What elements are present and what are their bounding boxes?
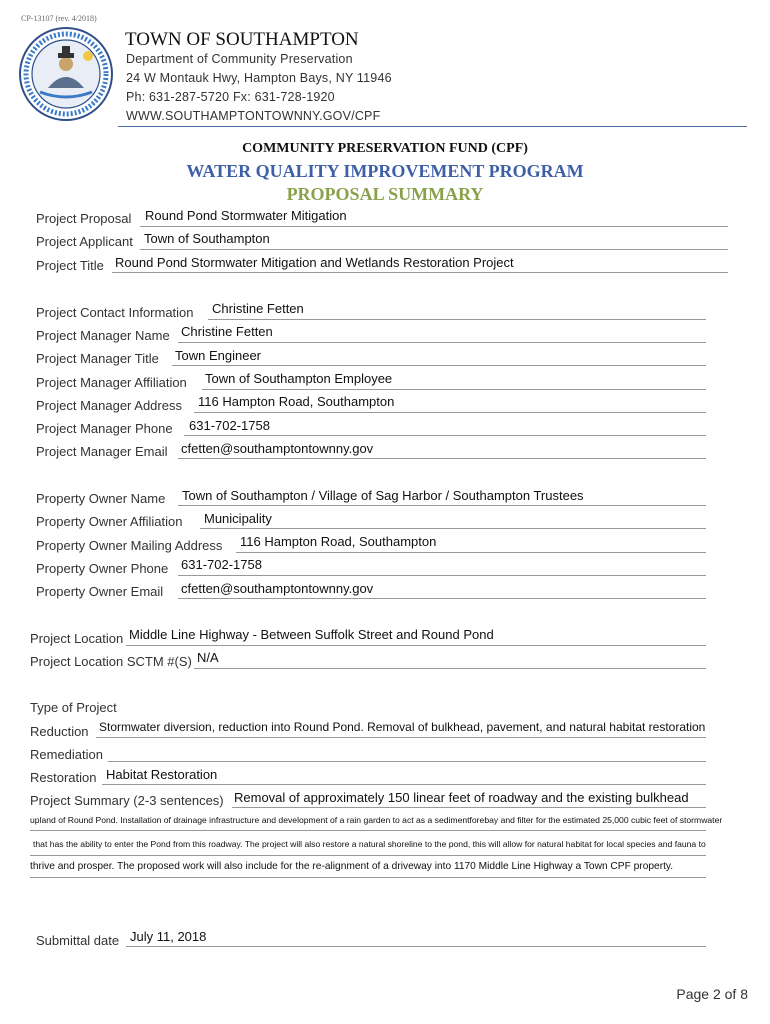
program-title: WATER QUALITY IMPROVEMENT PROGRAM (186, 161, 584, 181)
manager-title-label: Project Manager Title (36, 351, 159, 366)
field-line (30, 855, 706, 856)
field-line (202, 389, 706, 390)
type-of-project-heading: Type of Project (30, 700, 117, 715)
owner-name-label: Property Owner Name (36, 491, 166, 506)
field-line (102, 784, 706, 785)
restoration-label: Restoration (30, 770, 97, 785)
owner-phone-label: Property Owner Phone (36, 561, 169, 576)
project-summary-label: Project Summary (2-3 sentences) (30, 793, 224, 808)
field-line (200, 528, 706, 529)
contact-info-label: Project Contact Information (36, 305, 194, 320)
owner-name-field[interactable]: Town of Southampton / Village of Sag Harbor / Southampton Trustees (182, 488, 584, 503)
manager-name-field[interactable]: Christine Fetten (181, 324, 273, 339)
field-line (178, 505, 706, 506)
summary-line-4[interactable]: thrive and prosper. The proposed work will also include for the re-alignment of a driveway into 1170 Middle Line Highway a Town CPF property. (30, 861, 674, 872)
submittal-date-field[interactable]: July 11, 2018 (130, 929, 207, 944)
town-name: TOWN OF SOUTHAMPTON (125, 29, 359, 50)
manager-name-label: Project Manager Name (36, 328, 170, 343)
field-line (178, 458, 706, 459)
fund-title: COMMUNITY PRESERVATION FUND (CPF) (242, 141, 528, 156)
field-line (140, 249, 728, 250)
manager-phone-label: Project Manager Phone (36, 421, 173, 436)
manager-email-field[interactable]: cfetten@southamptontownny.gov (181, 441, 374, 456)
manager-email-label: Project Manager Email (36, 444, 168, 459)
manager-title-field[interactable]: Town Engineer (175, 348, 261, 363)
project-proposal-label: Project Proposal (36, 211, 132, 226)
header-rule (118, 126, 747, 127)
field-line (96, 737, 706, 738)
summary-line-2[interactable]: upland of Round Pond. Installation of drainage infrastructure and development of a rain garden to act as a sedimentforebay and filter for the estimated 25,000 cubic feet of stormwater (30, 815, 723, 825)
form-id: CP-13107 (rev. 4/2018) (21, 14, 97, 23)
summary-title: PROPOSAL SUMMARY (286, 184, 484, 204)
field-line (172, 365, 706, 366)
project-proposal-field[interactable]: Round Pond Stormwater Mitigation (145, 208, 347, 223)
field-line (194, 668, 706, 669)
project-applicant-field[interactable]: Town of Southampton (144, 231, 270, 246)
field-line (126, 645, 706, 646)
department-address: 24 W Montauk Hwy, Hampton Bays, NY 11946 (126, 71, 392, 85)
field-line (108, 761, 706, 762)
field-line (184, 435, 706, 436)
field-line (30, 830, 706, 831)
summary-line-3[interactable]: that has the ability to enter the Pond from this roadway. The project will also restore a natural shoreline to the pond, this will allow for natural habitat for local species and fauna to (33, 839, 706, 849)
project-sctm-label: Project Location SCTM #(S) (30, 654, 192, 669)
manager-phone-field[interactable]: 631-702-1758 (189, 418, 270, 433)
department-website[interactable]: WWW.SOUTHAMPTONTOWNNY.GOV/CPF (126, 109, 381, 123)
manager-affiliation-field[interactable]: Town of Southampton Employee (205, 371, 393, 386)
field-line (126, 946, 706, 947)
owner-phone-field[interactable]: 631-702-1758 (181, 557, 262, 572)
owner-address-label: Property Owner Mailing Address (36, 538, 223, 553)
restoration-field[interactable]: Habitat Restoration (106, 767, 218, 782)
project-title-field[interactable]: Round Pond Stormwater Mitigation and Wetlands Restoration Project (115, 255, 514, 270)
field-line (178, 342, 706, 343)
reduction-field[interactable]: Stormwater diversion, reduction into Round Pond. Removal of bulkhead, pavement, and natural habitat restoration (99, 720, 706, 734)
project-location-field[interactable]: Middle Line Highway - Between Suffolk Street and Round Pond (129, 627, 494, 642)
field-line (208, 319, 706, 320)
department-name: Department of Community Preservation (126, 52, 353, 66)
submittal-date-label: Submittal date (36, 933, 120, 948)
manager-affiliation-label: Project Manager Affiliation (36, 375, 187, 390)
field-line (30, 877, 706, 878)
reduction-label: Reduction (30, 724, 89, 739)
owner-email-label: Property Owner Email (36, 584, 164, 599)
field-line (140, 226, 728, 227)
project-title-label: Project Title (36, 258, 104, 273)
project-location-label: Project Location (30, 631, 124, 646)
field-line (178, 575, 706, 576)
owner-affiliation-label: Property Owner Affiliation (36, 514, 183, 529)
field-line (178, 598, 706, 599)
field-line (112, 272, 728, 273)
project-applicant-label: Project Applicant (36, 234, 133, 249)
manager-address-field[interactable]: 116 Hampton Road, Southampton (198, 394, 395, 409)
page-number: Page 2 of 8 (676, 986, 748, 1002)
field-line (232, 807, 706, 808)
town-seal-icon (18, 26, 114, 122)
contact-info-field[interactable]: Christine Fetten (212, 301, 304, 316)
manager-address-label: Project Manager Address (36, 398, 182, 413)
project-sctm-field[interactable]: N/A (197, 650, 219, 665)
summary-line-1[interactable]: Removal of approximately 150 linear feet of roadway and the existing bulkhead (234, 790, 689, 805)
owner-address-field[interactable]: 116 Hampton Road, Southampton (240, 534, 437, 549)
field-line (236, 552, 706, 553)
department-phone-fax: Ph: 631-287-5720 Fx: 631-728-1920 (126, 90, 335, 104)
owner-affiliation-field[interactable]: Municipality (204, 511, 272, 526)
owner-email-field[interactable]: cfetten@southamptontownny.gov (181, 581, 374, 596)
remediation-label: Remediation (30, 747, 103, 762)
field-line (194, 412, 706, 413)
